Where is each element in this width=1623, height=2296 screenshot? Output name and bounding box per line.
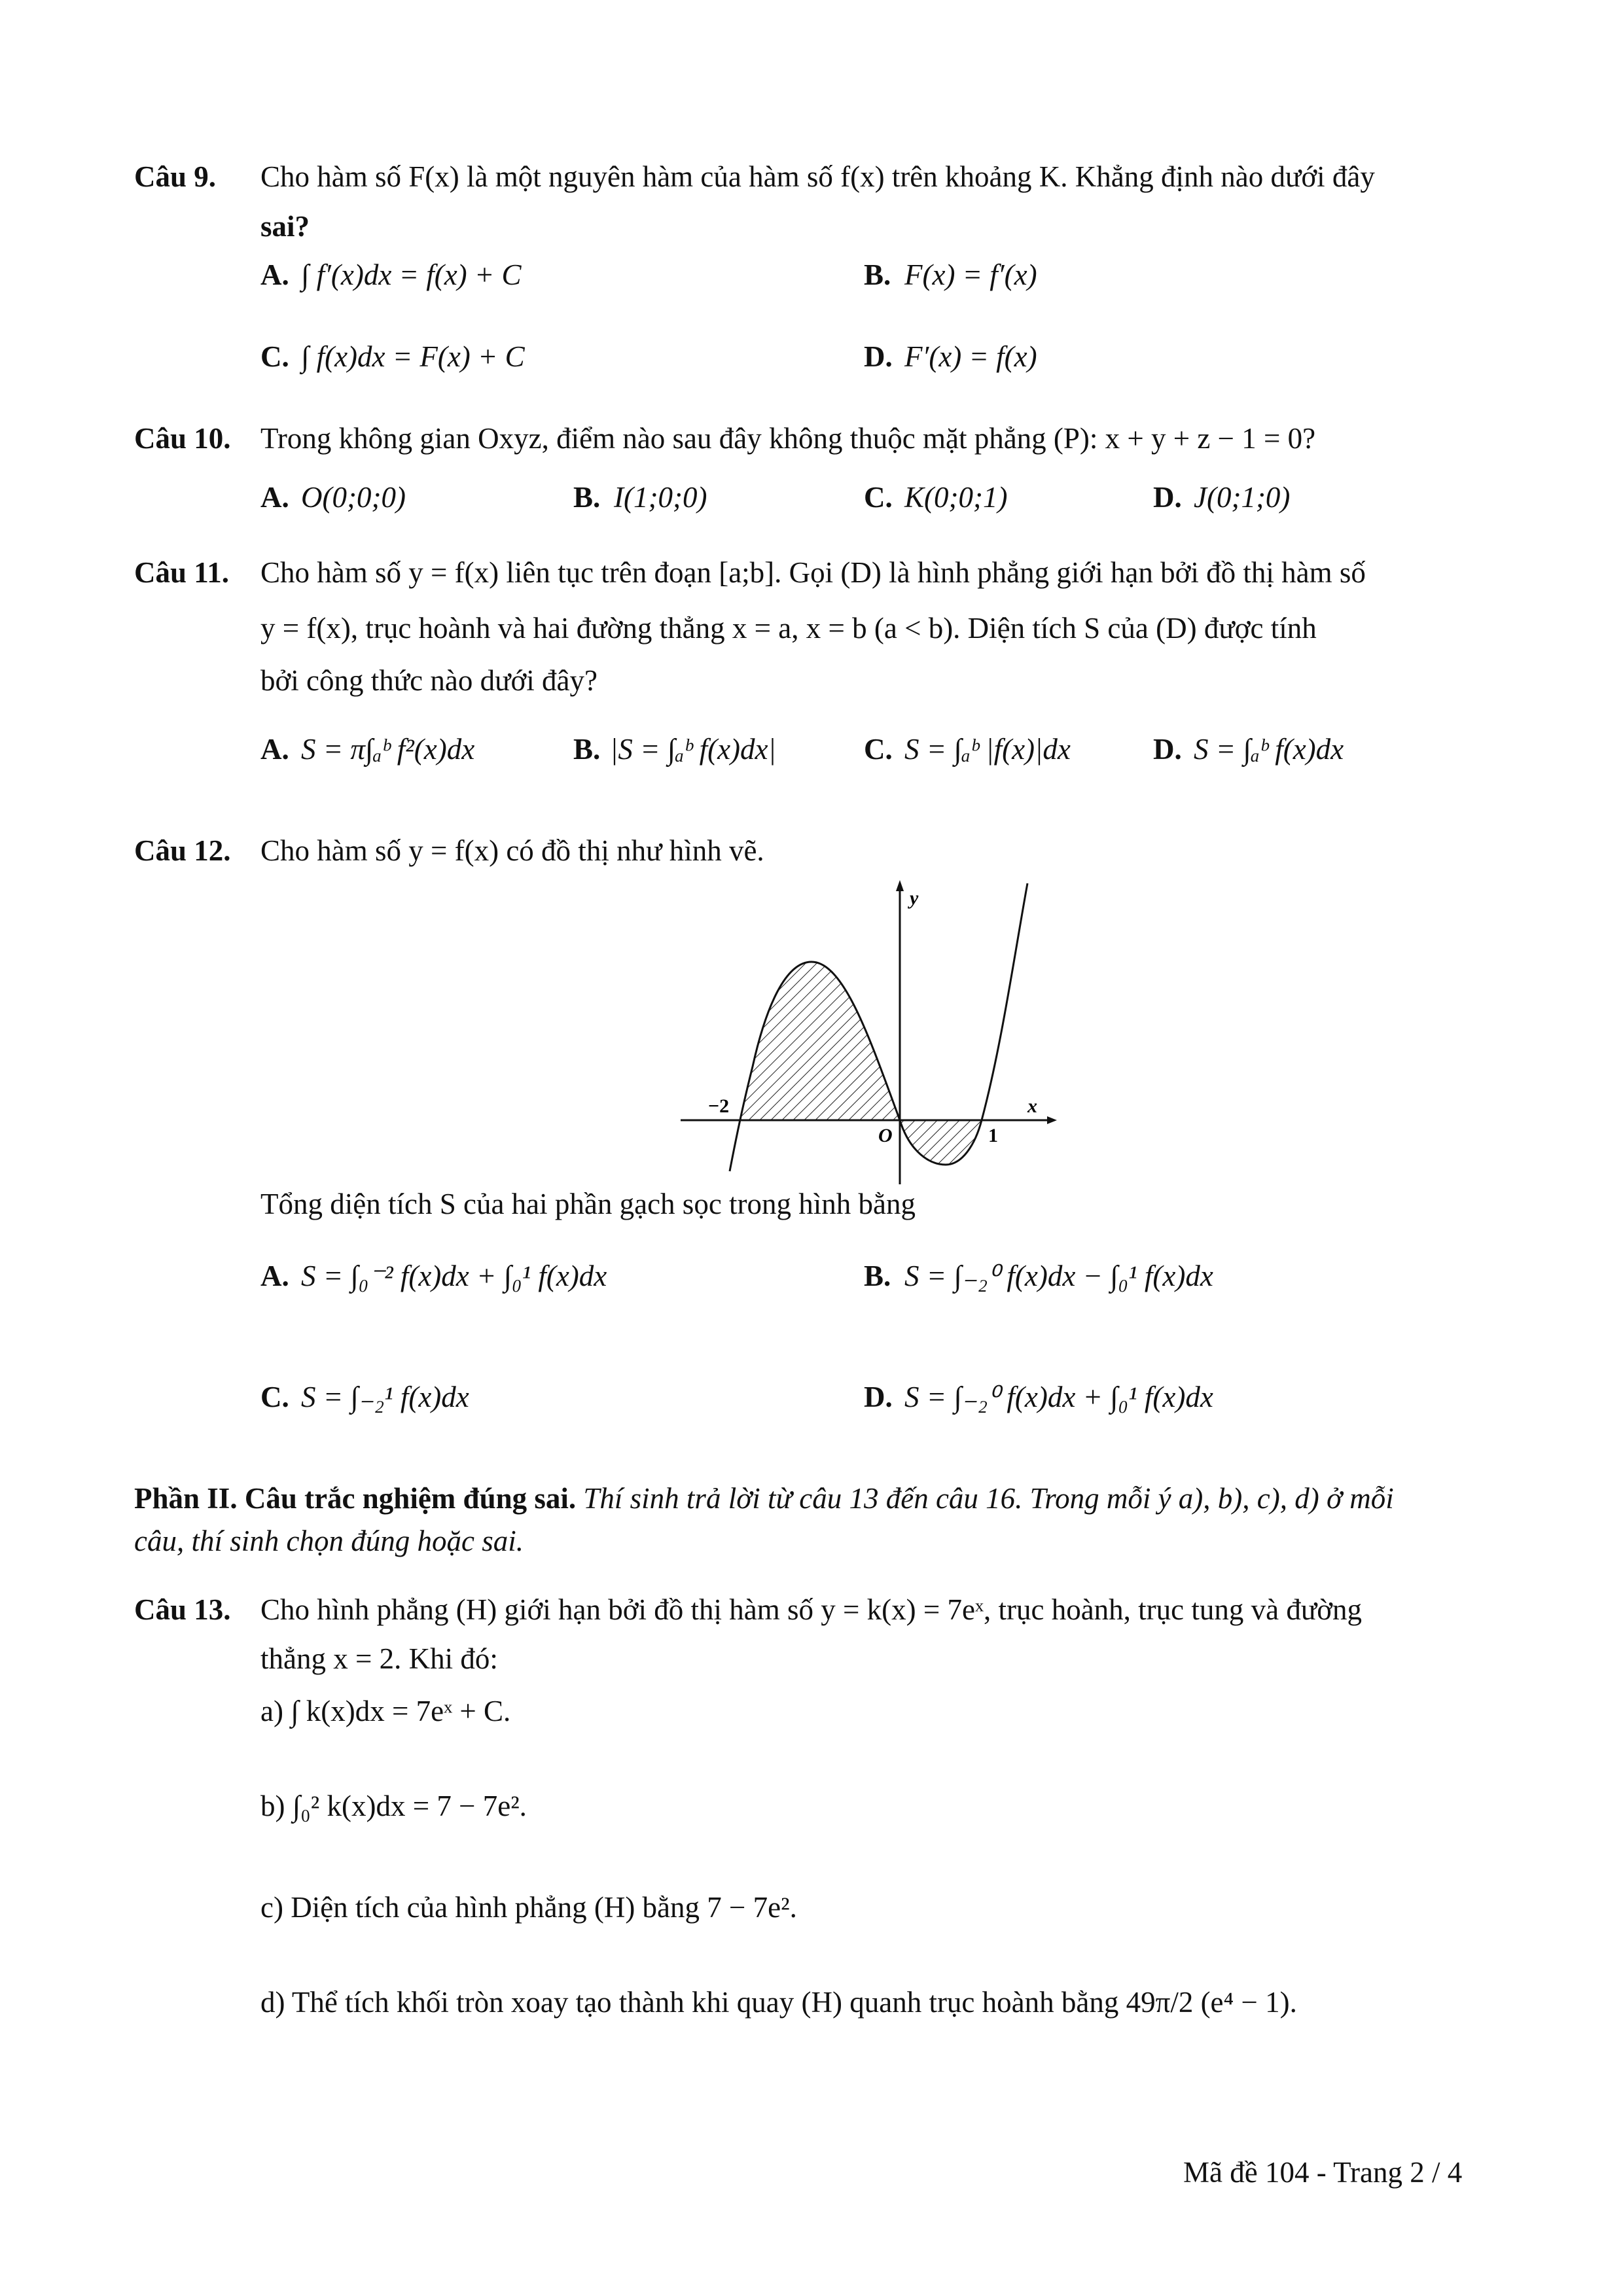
q10-option-b-label: B.: [573, 481, 601, 514]
q12-option-b: S = ∫₋₂⁰ f(x)dx − ∫₀¹ f(x)dx: [904, 1260, 1213, 1292]
hatched-region-left: [740, 962, 900, 1120]
graph-x-label: x: [1027, 1095, 1037, 1117]
q13-statement-b: b) ∫₀² k(x)dx = 7 − 7e².: [260, 1790, 527, 1822]
q12-text2: Tổng diện tích S của hai phần gạch sọc trong hình bằng: [260, 1188, 916, 1220]
q11-option-a-label: A.: [260, 733, 289, 766]
q12-option-d-label: D.: [864, 1381, 893, 1413]
q11-text-line3: bởi công thức nào dưới đây?: [260, 664, 597, 697]
part2-title: Phần II. Câu trắc nghiệm đúng sai.: [134, 1482, 577, 1515]
q10-text: Trong không gian Oxyz, điểm nào sau đây không thuộc mặt phẳng (P): x + y + z − 1 = 0?: [260, 422, 1316, 455]
q12-option-c-label: C.: [260, 1381, 289, 1413]
page-footer: Mã đề 104 - Trang 2 / 4: [1183, 2156, 1463, 2189]
q11-option-c: S = ∫ₐᵇ |f(x)|dx: [904, 733, 1071, 766]
q13-number: Câu 13.: [134, 1593, 231, 1626]
q9-option-d: F′(x) = f(x): [904, 340, 1037, 373]
q11-option-b-label: B.: [573, 733, 601, 766]
q12-number: Câu 12.: [134, 834, 231, 867]
hatched-region-right: [900, 1120, 982, 1165]
q12-function-graph: [681, 877, 1060, 1184]
q9-number: Câu 9.: [134, 160, 217, 193]
q11-option-d-label: D.: [1153, 733, 1182, 766]
q10-option-d: J(0;1;0): [1194, 481, 1291, 514]
q11-text-line1: Cho hàm số y = f(x) liên tục trên đoạn [a;b]. Gọi (D) là hình phẳng giới hạn bởi đồ thị hàm số: [260, 556, 1366, 589]
part2-note-line2: câu, thí sinh chọn đúng hoặc sai.: [134, 1525, 524, 1557]
q13-statement-d: d) Thể tích khối tròn xoay tạo thành khi quay (H) quanh trục hoành bằng 49π/2 (e⁴ − 1).: [260, 1986, 1297, 2019]
q9-option-c: ∫ f(x)dx = F(x) + C: [301, 340, 525, 373]
q11-option-c-label: C.: [864, 733, 893, 766]
q10-option-d-label: D.: [1153, 481, 1182, 514]
q13-text-line1: Cho hình phẳng (H) giới hạn bởi đồ thị hàm số y = k(x) = 7eˣ, trục hoành, trục tung và đường: [260, 1593, 1363, 1626]
q9-option-b-label: B.: [864, 258, 891, 291]
q11-text-line2: y = f(x), trục hoành và hai đường thẳng x = a, x = b (a < b). Diện tích S của (D) được tính: [260, 612, 1317, 645]
q10-option-c: K(0;0;1): [904, 481, 1008, 514]
q10-option-a-label: A.: [260, 481, 289, 514]
q11-option-a: S = π∫ₐᵇ f²(x)dx: [301, 733, 475, 766]
q11-option-b: |S = ∫ₐᵇ f(x)dx|: [610, 733, 776, 766]
graph-neg-label: −2: [708, 1095, 730, 1117]
q10-option-a: O(0;0;0): [301, 481, 406, 514]
q13-statement-c: c) Diện tích của hình phẳng (H) bằng 7 − 7e².: [260, 1891, 797, 1924]
q11-option-d: S = ∫ₐᵇ f(x)dx: [1194, 733, 1344, 766]
graph-y-label: y: [910, 887, 919, 909]
q10-option-b: I(1;0;0): [614, 481, 707, 514]
q11-number: Câu 11.: [134, 556, 230, 589]
q9-option-a-label: A.: [260, 258, 289, 291]
q12-text: Cho hàm số y = f(x) có đồ thị như hình vẽ.: [260, 834, 764, 867]
x-axis-arrow-icon: [1047, 1116, 1057, 1124]
q12-option-b-label: B.: [864, 1260, 891, 1292]
q9-option-a: ∫ f′(x)dx = f(x) + C: [301, 258, 522, 291]
q12-option-a: S = ∫₀⁻² f(x)dx + ∫₀¹ f(x)dx: [301, 1260, 607, 1292]
q9-option-b: F(x) = f′(x): [904, 258, 1037, 291]
q9-text-line2: sai?: [260, 210, 310, 243]
graph-origin-label: O: [878, 1125, 893, 1146]
q10-number: Câu 10.: [134, 422, 231, 455]
q12-option-d: S = ∫₋₂⁰ f(x)dx + ∫₀¹ f(x)dx: [904, 1381, 1213, 1413]
q10-option-c-label: C.: [864, 481, 893, 514]
q12-option-a-label: A.: [260, 1260, 289, 1292]
q12-option-c: S = ∫₋₂¹ f(x)dx: [301, 1381, 469, 1413]
q13-text-line2: thẳng x = 2. Khi đó:: [260, 1642, 498, 1675]
part2-header: [134, 1479, 1394, 1518]
y-axis-arrow-icon: [896, 880, 904, 891]
q9-option-d-label: D.: [864, 340, 893, 373]
q9-option-c-label: C.: [260, 340, 289, 373]
q13-statement-a: a) ∫ k(x)dx = 7eˣ + C.: [260, 1695, 511, 1727]
part2-note-line1: Thí sinh trả lời từ câu 13 đến câu 16. Trong mỗi ý a), b), c), d) ở mỗi: [583, 1482, 1394, 1515]
q9-text-line1: Cho hàm số F(x) là một nguyên hàm của hàm số f(x) trên khoảng K. Khẳng định nào dưới đây: [260, 160, 1375, 193]
graph-pos-label: 1: [988, 1125, 998, 1146]
